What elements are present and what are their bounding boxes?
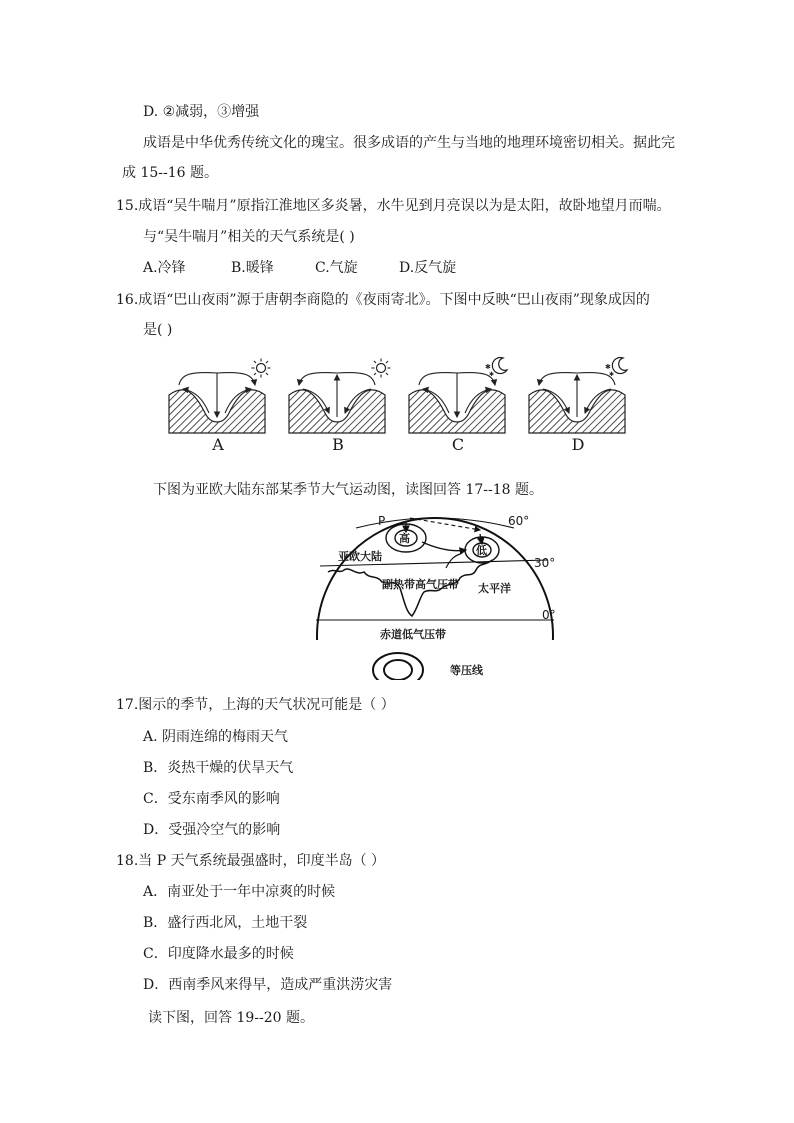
diagram-label-b: B xyxy=(332,435,344,454)
intro-17-18: 下图为亚欧大陆东部某季节大气运动图，读图回答 17--18 题。 xyxy=(153,482,543,498)
q15-option-c: C.气旋 xyxy=(315,260,358,276)
svg-text:✱: ✱ xyxy=(485,363,491,371)
q18-option-c: C．印度降水最多的时候 xyxy=(143,946,294,962)
q16-stem-line2: 是( ) xyxy=(143,322,173,338)
q18-option-d: D．西南季风来得早，造成严重洪涝灾害 xyxy=(143,977,393,993)
svg-text:✱: ✱ xyxy=(489,371,495,378)
map-lat-30: 30° xyxy=(534,556,556,570)
map-high-label: 高 xyxy=(399,532,410,545)
diagram-label-d: D xyxy=(571,435,585,454)
map-lat-0: 0° xyxy=(542,608,556,622)
diagram-a xyxy=(165,355,271,455)
q15-stem-line1: 15.成语“吴牛喘月”原指江淮地区多炎暑，水牛见到月亮误以为是太阳，故卧地望月而喘。 xyxy=(116,198,671,214)
moon-stars-icon xyxy=(483,355,509,379)
map-low-label: 低 xyxy=(476,544,487,557)
q18-stem: 18.当 P 天气系统最强盛时，印度半岛（ ） xyxy=(116,853,386,869)
q15-stem-line2: 与“吴牛喘月”相关的天气系统是( ) xyxy=(143,229,355,245)
q15-option-b: B.暖锋 xyxy=(231,260,274,276)
intro-15-16-line2: 成 15--16 题。 xyxy=(122,165,218,181)
map-lat-60: 60° xyxy=(508,514,530,528)
intro-19-20: 读下图，回答 19--20 题。 xyxy=(148,1010,314,1026)
intro-15-16-line1: 成语是中华优秀传统文化的瑰宝。很多成语的产生与当地的地理环境密切相关。据此完 xyxy=(143,135,675,151)
diagram-label-c: C xyxy=(451,435,465,454)
q17-option-c: C．受东南季风的影响 xyxy=(143,791,280,807)
svg-text:✱: ✱ xyxy=(609,371,615,378)
svg-text:✱: ✱ xyxy=(605,363,611,371)
moon-stars-icon xyxy=(603,355,629,379)
diagram-c xyxy=(405,355,511,455)
map-continent-label: 亚欧大陆 xyxy=(338,550,382,563)
sun-icon xyxy=(251,358,271,378)
valley-diagrams xyxy=(165,355,635,455)
q18-option-a: A．南亚处于一年中凉爽的时候 xyxy=(143,884,336,900)
q14-option-d: D. ②减弱，③增强 xyxy=(143,104,260,120)
q15-option-a: A.冷锋 xyxy=(143,260,186,276)
q17-option-d: D．受强冷空气的影响 xyxy=(143,822,281,838)
map-subtropical-label: 副热带高气压带 xyxy=(382,578,459,591)
q15-option-d: D.反气旋 xyxy=(399,260,457,276)
diagram-d xyxy=(525,355,631,455)
diagram-b xyxy=(285,355,391,455)
map-equatorial-label: 赤道低气压带 xyxy=(380,628,446,641)
map-legend-label: 等压线 xyxy=(450,664,483,677)
diagram-label-a: A xyxy=(212,435,224,454)
map-pacific-label: 太平洋 xyxy=(478,582,511,595)
sun-icon xyxy=(371,358,391,378)
q17-stem: 17.图示的季节，上海的天气状况可能是（ ） xyxy=(116,697,395,713)
map-p-label: P xyxy=(378,514,386,528)
q17-option-b: B．炎热干燥的伏旱天气 xyxy=(143,760,294,776)
q16-stem-line1: 16.成语“巴山夜雨”源于唐朝李商隐的《夜雨寄北》。下图中反映“巴山夜雨”现象成因的 xyxy=(116,292,650,308)
pressure-map xyxy=(310,508,560,680)
q17-option-a: A. 阴雨连绵的梅雨天气 xyxy=(143,729,289,745)
q18-option-b: B．盛行西北风，土地干裂 xyxy=(143,915,308,931)
